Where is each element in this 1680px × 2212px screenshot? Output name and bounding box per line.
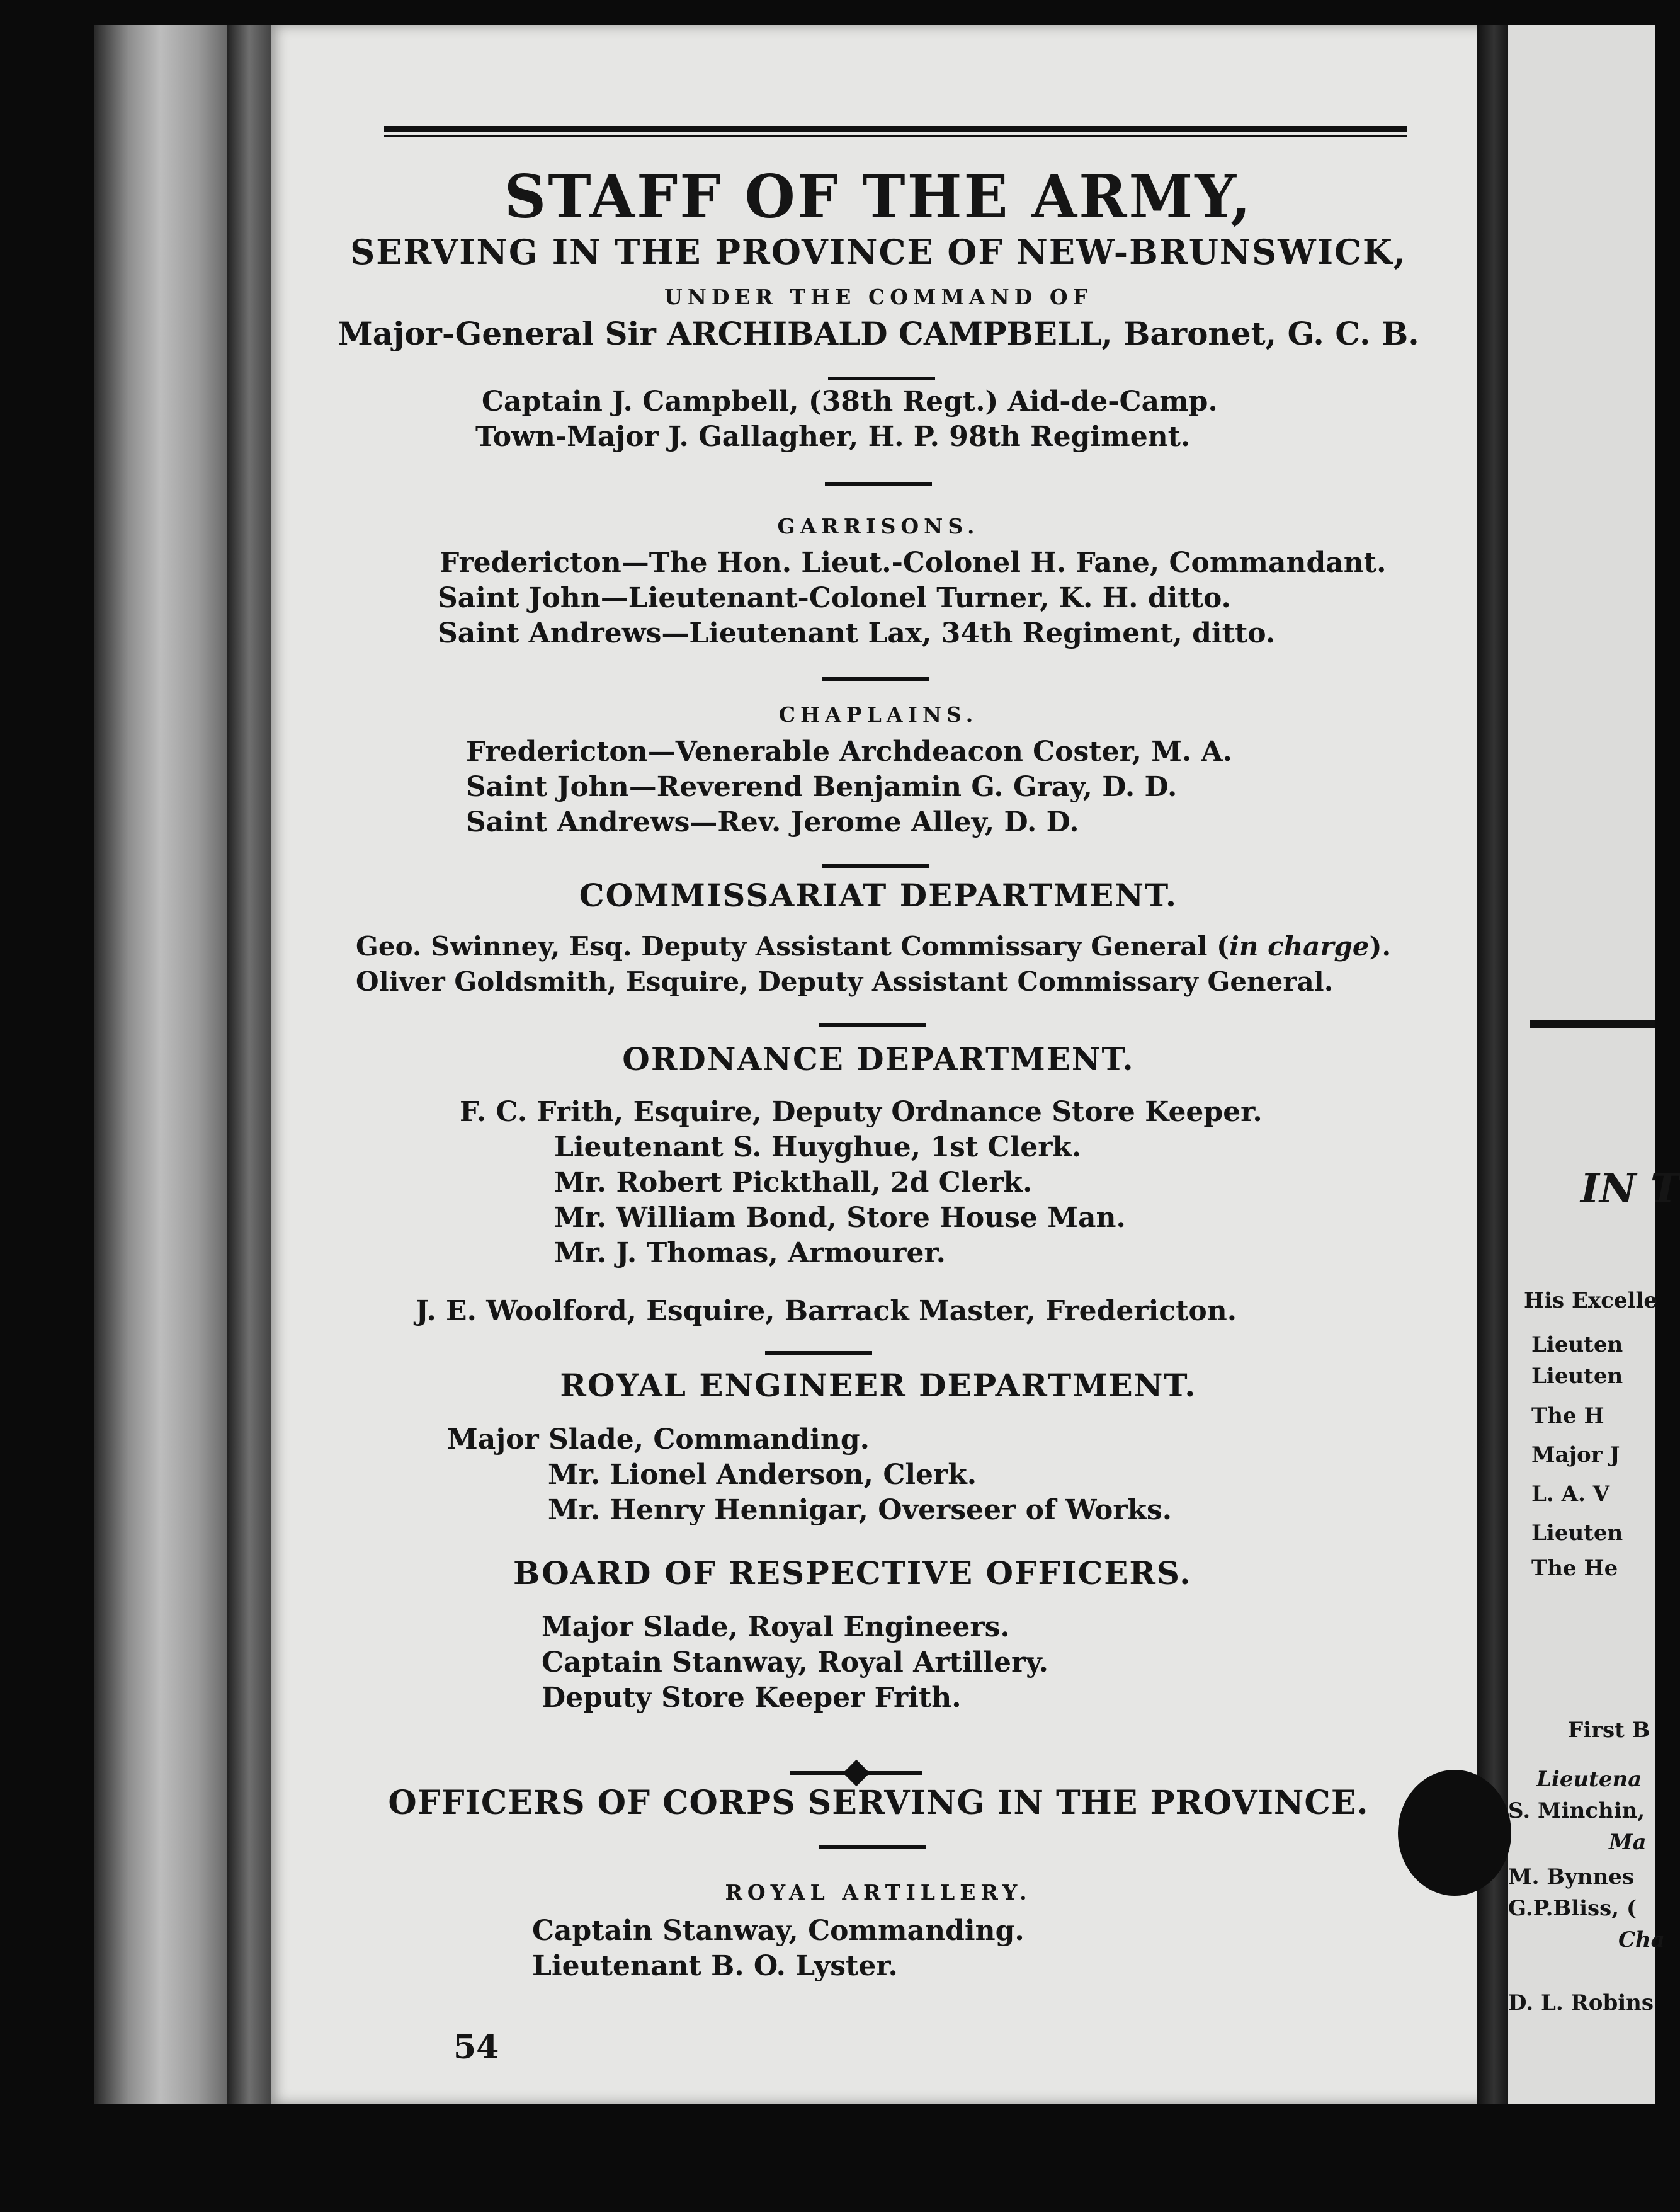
divider: [822, 864, 929, 868]
engineers-heading: ROYAL ENGINEER DEPARTMENT.: [560, 1367, 1197, 1404]
in-charge-note: in charge: [1229, 931, 1370, 962]
ordnance-line: F. C. Frith, Esquire, Deputy Ordnance Store Keeper.: [460, 1096, 1263, 1128]
commissariat-line-2: Oliver Goldsmith, Esquire, Deputy Assistant Commissary General.: [356, 966, 1334, 997]
divider: [765, 1351, 872, 1355]
under-command: UNDER THE COMMAND OF: [664, 285, 1093, 309]
commander: Major-General Sir ARCHIBALD CAMPBELL, Baronet, G. C. B.: [338, 315, 1419, 352]
subtitle: SERVING IN THE PROVINCE OF NEW-BRUNSWICK,: [350, 232, 1407, 272]
divider: [822, 677, 929, 681]
right-page-text: Lieuten: [1531, 1332, 1623, 1357]
garrisons-heading: GARRISONS.: [777, 514, 980, 539]
ordnance-line: Lieutenant S. Huyghue, 1st Clerk.: [554, 1131, 1082, 1163]
officers-of-corps-heading: OFFICERS OF CORPS SERVING IN THE PROVINCE.: [388, 1784, 1369, 1822]
divider: [825, 482, 932, 486]
right-page-text: Ma: [1609, 1830, 1647, 1855]
engineer-line: Major Slade, Commanding.: [447, 1423, 870, 1456]
right-page-text: M. Bynnes: [1508, 1864, 1635, 1890]
divider: [828, 377, 935, 380]
right-page-text: G.P.Bliss, (: [1508, 1896, 1637, 1921]
artillery-line: Captain Stanway, Commanding.: [532, 1915, 1024, 1947]
artillery-heading: ROYAL ARTILLERY.: [725, 1880, 1032, 1905]
right-page-heading: IN T: [1581, 1165, 1680, 1212]
right-page-text: Major J: [1531, 1442, 1620, 1468]
garrison-line: Saint John—Lieutenant-Colonel Turner, K. H. ditto.: [438, 582, 1231, 614]
right-page-text: S. Minchin,: [1508, 1798, 1645, 1823]
chaplain-line: Saint John—Reverend Benjamin G. Gray, D. D.: [466, 771, 1178, 803]
board-heading: BOARD OF RESPECTIVE OFFICERS.: [513, 1554, 1192, 1592]
right-page-text: The H: [1531, 1403, 1604, 1428]
top-double-rule: [384, 126, 1407, 140]
right-page-text: L. A. V: [1531, 1481, 1610, 1507]
ordnance-line: Mr. William Bond, Store House Man.: [554, 1202, 1126, 1234]
chaplain-line: Fredericton—Venerable Archdeacon Coster, M. A.: [466, 736, 1233, 768]
right-page-text: His Excelle: [1524, 1288, 1658, 1313]
staff-line: Captain J. Campbell, (38th Regt.) Aid-de-Camp.: [482, 385, 1218, 418]
ordnance-line: Mr. J. Thomas, Armourer.: [554, 1237, 946, 1269]
right-page-text: D. L. Robins: [1508, 1990, 1654, 2015]
engineer-line: Mr. Lionel Anderson, Clerk.: [548, 1459, 977, 1491]
right-page: [1508, 25, 1658, 2104]
artillery-line: Lieutenant B. O. Lyster.: [532, 1950, 898, 1982]
garrison-line: Saint Andrews—Lieutenant Lax, 34th Regiment, ditto.: [438, 617, 1276, 649]
ordnance-line: Mr. Robert Pickthall, 2d Clerk.: [554, 1166, 1033, 1199]
board-line: Major Slade, Royal Engineers.: [542, 1611, 1010, 1643]
right-page-rule: [1530, 1020, 1655, 1028]
board-line: Captain Stanway, Royal Artillery.: [542, 1646, 1048, 1679]
right-page-text: The He: [1531, 1556, 1618, 1581]
right-page-text: First B: [1568, 1718, 1650, 1743]
right-page-text: Lieuten: [1531, 1520, 1623, 1546]
divider: [819, 1023, 926, 1027]
right-page-text: Lieutena: [1536, 1767, 1642, 1792]
right-page-text: Lieuten: [1531, 1364, 1623, 1389]
page-number: 54: [453, 2028, 499, 2067]
engineer-line: Mr. Henry Hennigar, Overseer of Works.: [548, 1494, 1172, 1526]
commissariat-line-1: [356, 931, 1391, 962]
right-page-text: Cha: [1618, 1927, 1665, 1953]
commissariat-heading: COMMISSARIAT DEPARTMENT.: [579, 877, 1178, 914]
board-line: Deputy Store Keeper Frith.: [542, 1682, 962, 1714]
staff-line: Town-Major J. Gallagher, H. P. 98th Regiment.: [475, 421, 1191, 453]
ink-blot: [1398, 1770, 1511, 1896]
chaplain-line: Saint Andrews—Rev. Jerome Alley, D. D.: [466, 806, 1079, 838]
garrison-line: Fredericton—The Hon. Lieut.-Colonel H. Fane, Commandant.: [440, 547, 1387, 579]
page-title: STAFF OF THE ARMY,: [504, 161, 1253, 232]
ordnance-heading: ORDNANCE DEPARTMENT.: [622, 1040, 1135, 1078]
chaplains-heading: CHAPLAINS.: [778, 702, 979, 727]
commissariat-text-end: ).: [1369, 931, 1392, 962]
commissariat-text: Geo. Swinney, Esq. Deputy Assistant Commissary General (: [356, 931, 1229, 962]
divider: [819, 1845, 926, 1849]
barrack-master: J. E. Woolford, Esquire, Barrack Master, Fredericton.: [416, 1295, 1237, 1327]
